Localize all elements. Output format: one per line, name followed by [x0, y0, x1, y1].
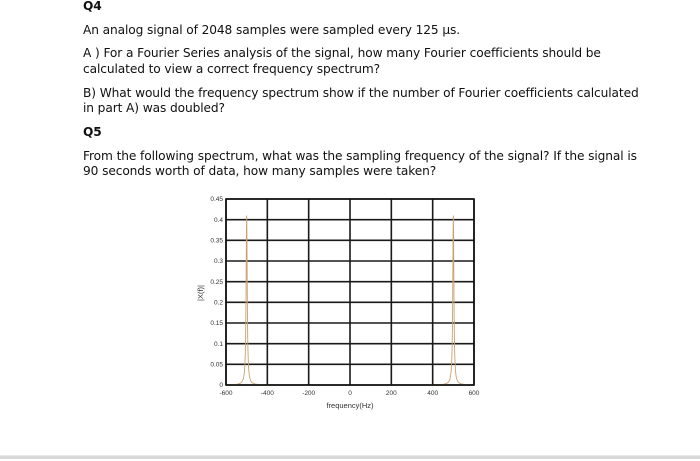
- svg-text:0.35: 0.35: [210, 237, 223, 245]
- x-axis-label: frequency(Hz): [326, 401, 374, 410]
- chart-grid: [226, 199, 474, 385]
- svg-text:0.25: 0.25: [210, 278, 223, 286]
- svg-text:0.15: 0.15: [210, 320, 223, 328]
- svg-text:0: 0: [219, 382, 223, 390]
- q4-heading: Q4: [83, 0, 102, 13]
- q5-question-line1: From the following spectrum, what was the sampling frequency of the signal? If the signal is: [83, 149, 637, 163]
- svg-text:-600: -600: [219, 390, 233, 397]
- page-bottom-divider: [0, 455, 700, 459]
- svg-text:0.4: 0.4: [213, 216, 223, 224]
- y-axis-label: |X(f)|: [196, 285, 205, 301]
- q5-heading: Q5: [83, 125, 102, 139]
- svg-text:0.3: 0.3: [213, 258, 223, 266]
- q4-part-b-line1: B) What would the frequency spectrum show if the number of Fourier coefficients calculated: [83, 86, 639, 100]
- q4-part-b-line2: in part A) was doubled?: [83, 101, 225, 115]
- q4-intro: An analog signal of 2048 samples were sampled every 125 µs.: [83, 23, 461, 37]
- q4-part-a-line1: A ) For a Fourier Series analysis of the signal, how many Fourier coefficients should be: [83, 46, 601, 60]
- svg-text:-400: -400: [260, 390, 274, 397]
- chart-tick-labels: [210, 196, 479, 397]
- svg-text:400: 400: [427, 390, 439, 397]
- svg-text:-200: -200: [302, 390, 316, 397]
- svg-text:200: 200: [385, 390, 397, 397]
- svg-text:0.1: 0.1: [213, 340, 223, 348]
- svg-text:0.2: 0.2: [213, 299, 223, 307]
- svg-text:600: 600: [468, 390, 480, 397]
- svg-text:0.05: 0.05: [210, 361, 223, 369]
- q4-part-a-line2: calculated to view a correct frequency spectrum?: [83, 62, 381, 76]
- svg-text:0.45: 0.45: [210, 196, 223, 204]
- svg-text:0: 0: [348, 390, 352, 397]
- q5-question-line2: 90 seconds worth of data, how many samples were taken?: [83, 164, 437, 178]
